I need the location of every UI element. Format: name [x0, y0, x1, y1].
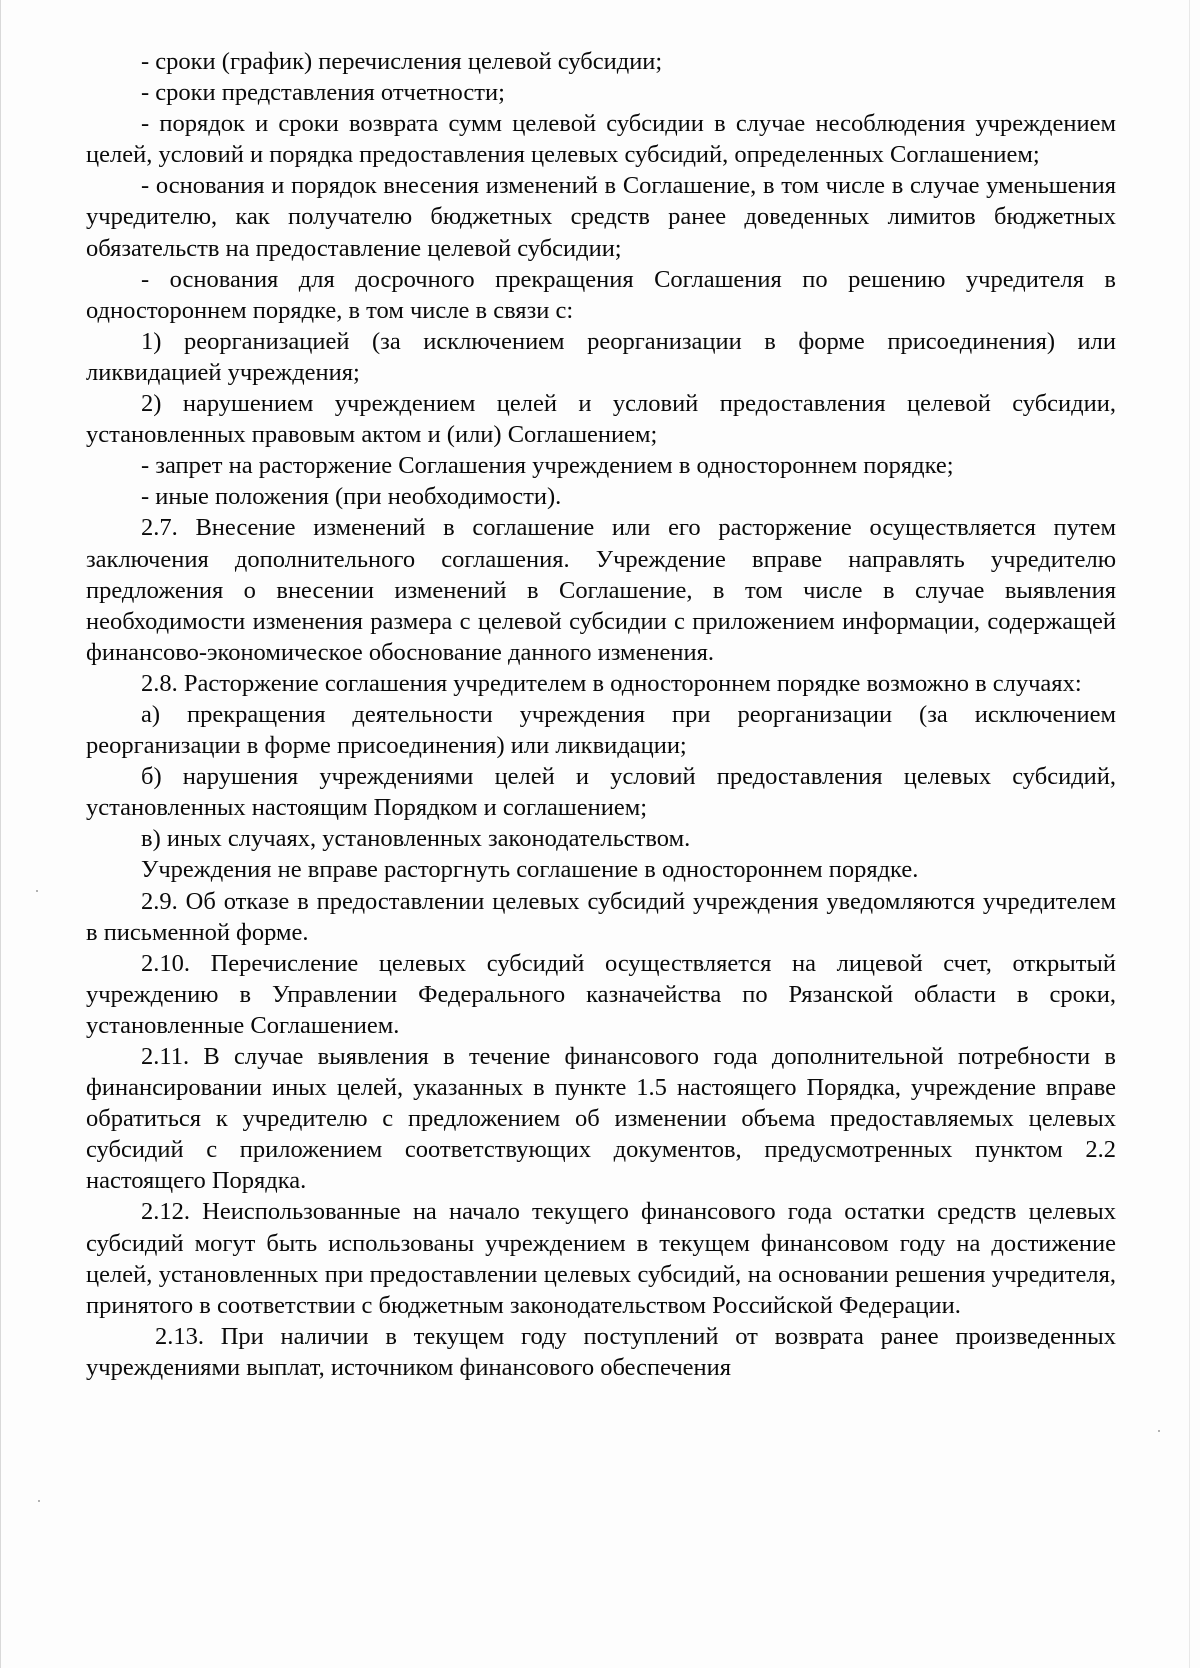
- paragraph: - основания для досрочного прекращения Соглашения по решению учредителя в одностороннем порядке, в том числе в связи с:: [86, 265, 1116, 324]
- scan-speck: [38, 1500, 40, 1502]
- paragraph: 2.13. При наличии в текущем году поступлений от возврата ранее произведенных учреждениями выплат, источником финансового обеспечения: [86, 1322, 1116, 1381]
- paragraph: 2.12. Неиспользованные на начало текущего финансового года остатки средств целевых субсидий могут быть использованы учреждением в текущем финансовом году на достижение целей, установленных при предоставлении целевых субсидий, на основании решения учредителя, принятого в соответствии с бюджетным законодательством Российской Федерации.: [86, 1198, 1116, 1319]
- paragraph: - порядок и сроки возврата сумм целевой субсидии в случае несоблюдения учреждением целей, условий и порядка предоставления целевых субсидий, определенных Соглашением;: [86, 110, 1116, 169]
- paragraph: в) иных случаях, установленных законодательством.: [141, 825, 691, 853]
- paragraph: Учреждения не вправе расторгнуть соглашение в одностороннем порядке.: [141, 856, 919, 884]
- scan-speck: [36, 890, 38, 892]
- paragraph: - иные положения (при необходимости).: [141, 483, 562, 511]
- paragraph: - основания и порядок внесения изменений в Соглашение, в том числе в случае уменьшения учредителю, как получателю бюджетных средств ранее доведенных лимитов бюджетных обязательств на предоставление целевой субсидии;: [86, 172, 1116, 262]
- document-body: [86, 46, 1116, 1383]
- paragraph: 2.11. В случае выявления в течение финансового года дополнительной потребности в финансировании иных целей, указанных в пункте 1.5 настоящего Порядка, учреждение вправе обратиться к учредителю с предложением об изменении объема предоставляемых целевых субсидий с приложением соответствующих документов, предусмотренных пунктом 2.2 настоящего Порядка.: [86, 1043, 1116, 1195]
- paragraph: б) нарушения учреждениями целей и условий предоставления целевых субсидий, установленных настоящим Порядком и соглашением;: [86, 763, 1116, 822]
- scan-speck: [1158, 1430, 1160, 1432]
- paragraph: - сроки (график) перечисления целевой субсидии;: [141, 48, 663, 75]
- paragraph: а) прекращения деятельности учреждения при реорганизации (за исключением реорганизации в форме присоединения) или ликвидации;: [86, 700, 1116, 760]
- paragraph: - сроки представления отчетности;: [141, 79, 505, 107]
- paragraph: 2.7. Внесение изменений в соглашение или его расторжение осуществляется путем заключения дополнительного соглашения. Учреждение вправе направлять учредителю предложения о внесении изменений в Соглашение, в том числе в случае выявления необходимости изменения размера с целевой субсидии с приложением информации, содержащей финансово-экономическое обоснование данного изменения.: [86, 514, 1116, 666]
- paragraph: 2.10. Перечисление целевых субсидий осуществляется на лицевой счет, открытый учреждению в Управлении Федерального казначейства по Рязанской области в сроки, установленные Соглашением.: [86, 949, 1116, 1039]
- scan-edge-left: [0, 0, 1, 1668]
- paragraph: 1) реорганизацией (за исключением реорганизации в форме присоединения) или ликвидацией учреждения;: [86, 327, 1116, 386]
- paragraph: - запрет на расторжение Соглашения учреждением в одностороннем порядке;: [141, 452, 954, 480]
- paragraph: 2.8. Расторжение соглашения учредителем в одностороннем порядке возможно в случаях:: [141, 669, 1082, 697]
- scan-edge-right: [1189, 0, 1190, 1668]
- paragraph: 2) нарушением учреждением целей и условий предоставления целевой субсидии, установленных правовым актом и (или) Соглашением;: [86, 390, 1116, 449]
- paragraph: 2.9. Об отказе в предоставлении целевых субсидий учреждения уведомляются учредителем в письменной форме.: [86, 887, 1116, 946]
